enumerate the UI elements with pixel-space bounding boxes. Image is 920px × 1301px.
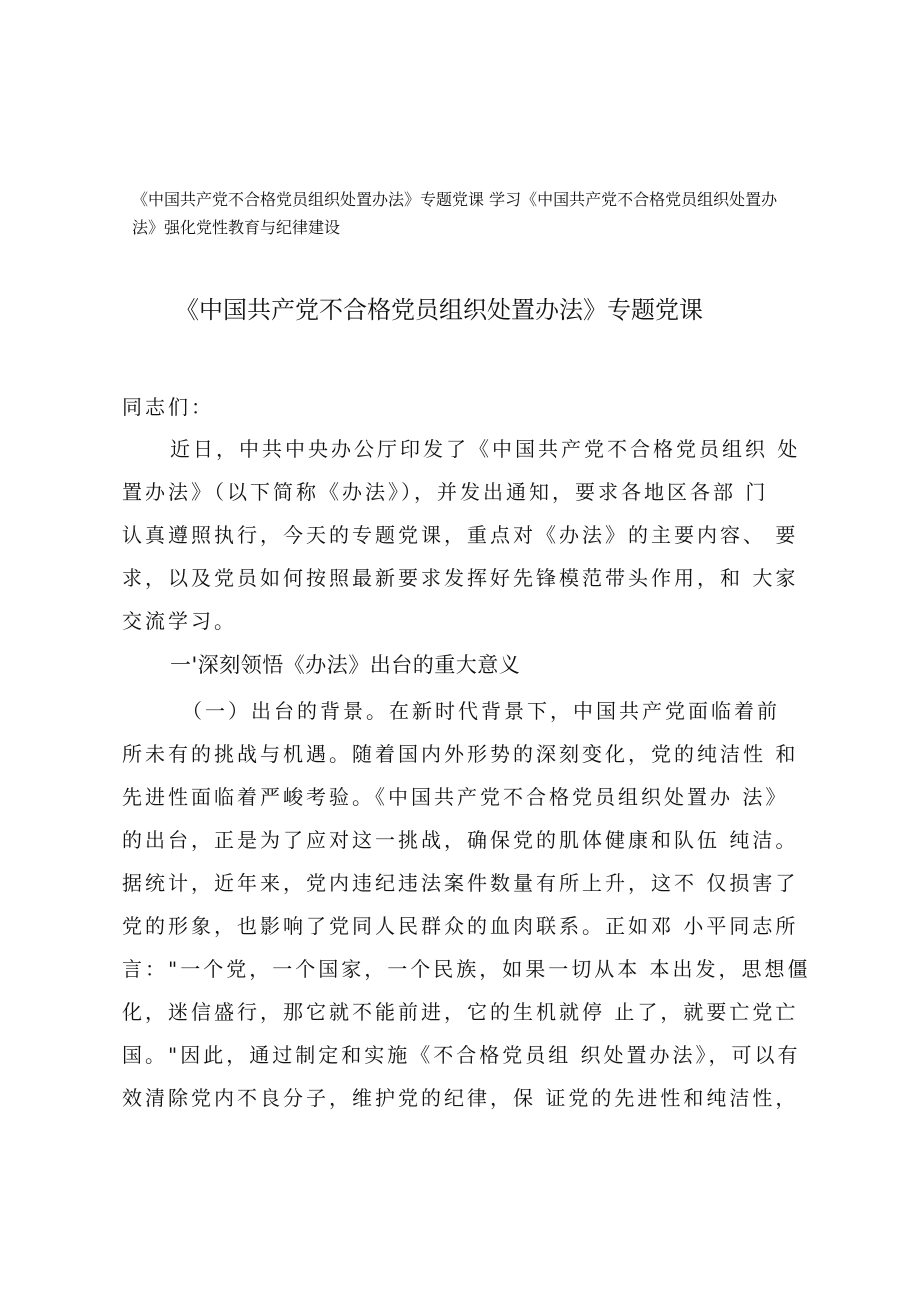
background-line-2: 所未有的挑战与机遇。随着国内外形势的深刻变化，党的纯洁性 和 xyxy=(122,742,799,766)
background-line-10: 效清除党内不良分子，维护党的纪律，保 证党的先进性和纯洁性， xyxy=(122,1086,799,1110)
header-line-1: 《中国共产党不合格党员组织处置办法》专题党课 学习《中国共产党不合格党员组织处置办 xyxy=(132,190,778,209)
intro-line-1: 近日，中共中央办公厅印发了《中国共产党不合格党员组织 处 xyxy=(170,437,801,461)
intro-line-3: 认真遵照执行，今天的专题党课，重点对《办法》的主要内容、 要 xyxy=(122,523,799,547)
header-line-2: 法》强化党性教育与纪律建设 xyxy=(132,218,341,237)
page-title: 《中国共产党不合格党员组织处置办法》专题党课 xyxy=(175,296,703,324)
background-line-8: 化，迷信盛行，那它就不能前进，它的生机就停 止了，就要亡党亡 xyxy=(122,1000,799,1024)
background-line-9: 国。"因此，通过制定和实施《不合格党员组 织处置办法》，可以有 xyxy=(122,1043,801,1067)
background-line-3: 先进性面临着严峻考验。《中国共产党不合格党员组织处置办 法》 xyxy=(122,785,789,809)
salutation: 同志们： xyxy=(122,395,214,419)
background-line-4: 的出台，正是为了应对这一挑战，确保党的肌体健康和队伍 纯洁。 xyxy=(122,828,799,852)
intro-line-2: 置办法》（以下简称《办法》），并发出通知，要求各地区各部 门 xyxy=(122,480,769,504)
section-heading-1: 一'深刻领悟《办法》出台的重大意义 xyxy=(170,653,521,677)
background-line-1: （一）出台的背景。在新时代背景下，中国共产党面临着前 xyxy=(182,699,780,723)
background-line-5: 据统计，近年来，党内违纪违法案件数量有所上升，这不 仅损害了 xyxy=(122,871,799,895)
intro-line-4: 求，以及党员如何按照最新要求发挥好先锋模范带头作用，和 大家 xyxy=(122,566,799,590)
intro-line-5: 交流学习。 xyxy=(122,609,237,633)
background-line-6: 党的形象，也影响了党同人民群众的血肉联系。正如邓 小平同志所 xyxy=(122,914,799,938)
background-line-7: 言："一个党，一个国家，一个民族，如果一切从本 本出发，思想僵 xyxy=(122,957,811,981)
